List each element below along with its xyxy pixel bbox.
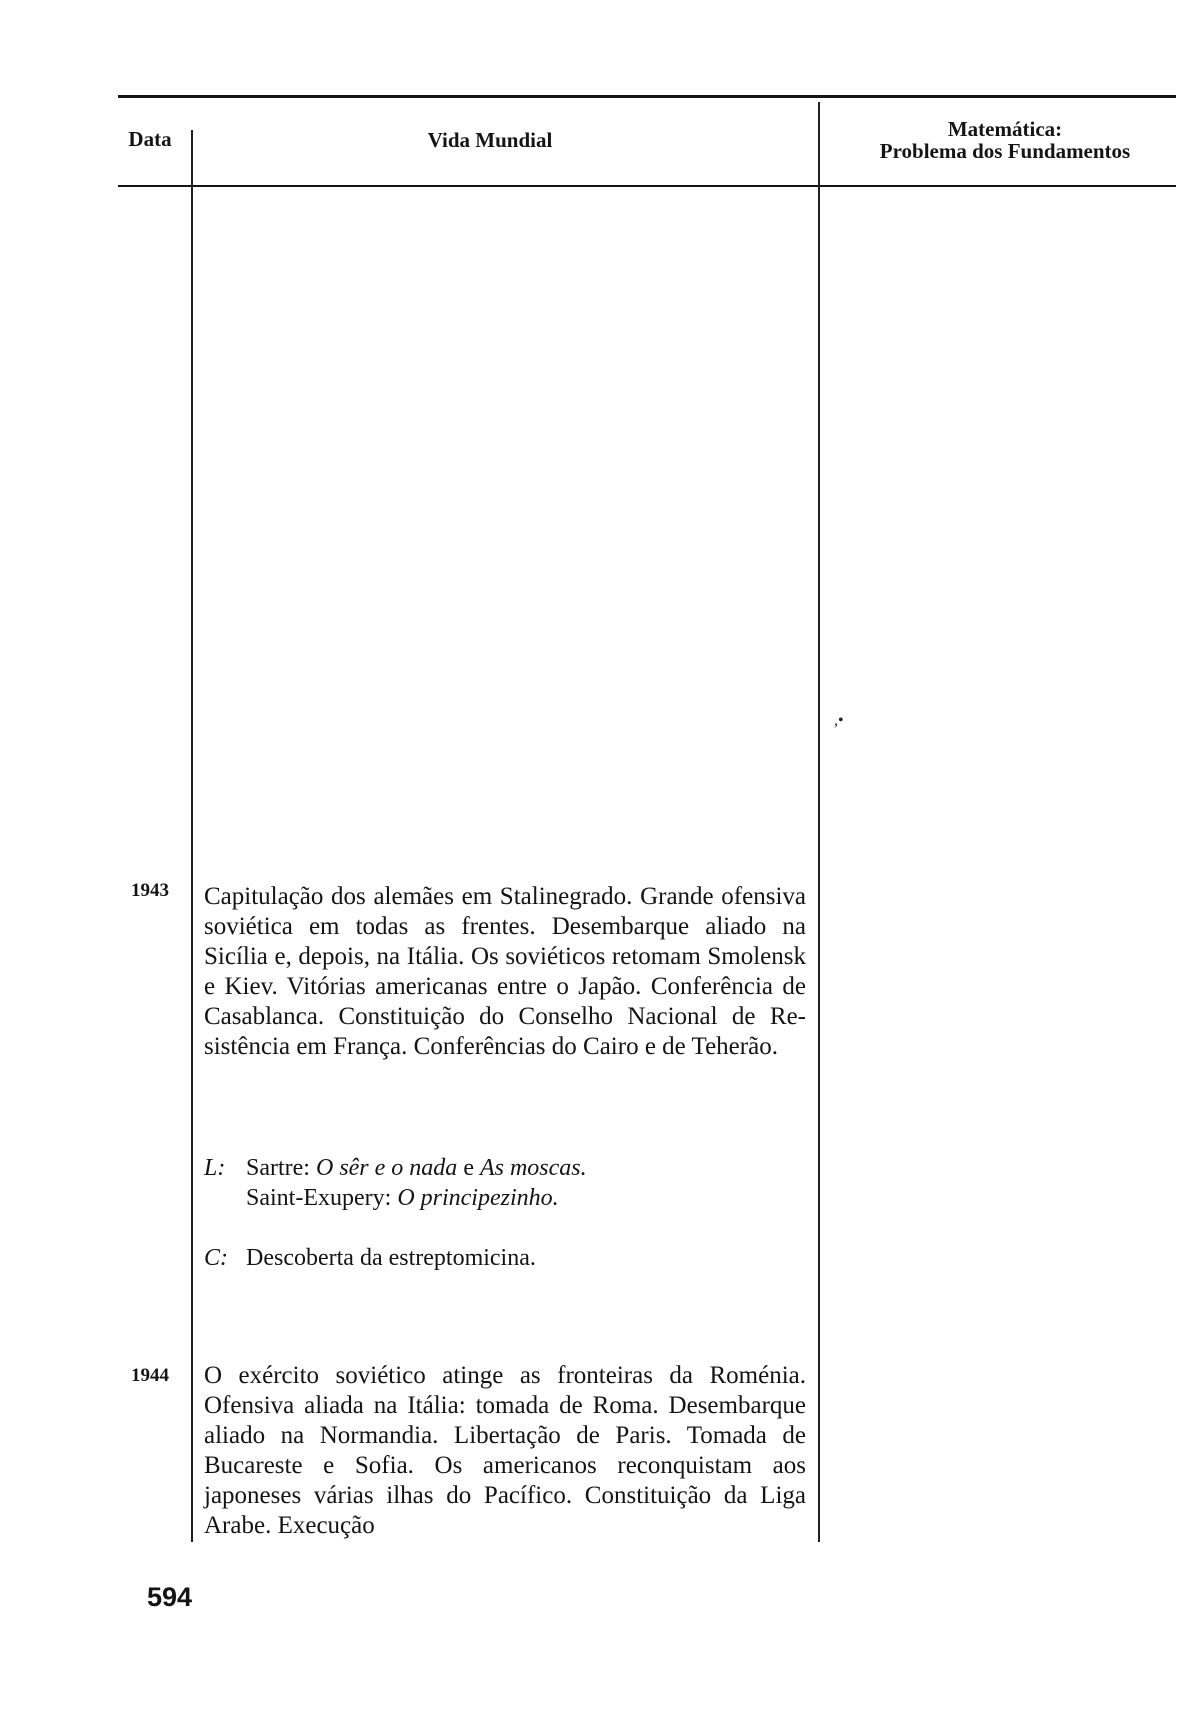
note-literature: [204, 1153, 806, 1213]
year-1944: 1944: [131, 1365, 169, 1386]
top-rule: [118, 95, 1176, 98]
header-matematica-line2: Problema dos Fundamentos: [879, 139, 1131, 163]
note-literature-tag: L:: [204, 1155, 226, 1181]
entry-1944-text: O exército soviético atinge as fronteiras da Roménia. Ofensiva aliada na Itália: tomada de Roma. Desembarque aliado na Normandia. Libertação de Paris. Tomada de Bucareste e Sofia. Os americanos reconquistam aos japoneses várias ilhas do Pacífico. Constituição da Liga Arabe. Execução: [204, 1362, 806, 1539]
year-1943: 1943: [131, 880, 169, 901]
note-literature-line2: [204, 1183, 806, 1213]
note-literature-title1: O sêr e o nada: [315, 1155, 458, 1181]
note-science-tag: C:: [204, 1245, 228, 1271]
note-literature-and: e: [463, 1155, 474, 1181]
entry-1943-text: Capitulação dos alemães em Stalinegrado. Grande ofensiva soviética em todas as frentes. Desembarque aliado na Sicília e, depois, na Itália. Os soviéticos retomam Smolensk e Kiev. Vitórias americanas entre o Japão. Conferência de Casablanca. Constituição do Conselho Nacional de Resistência em França. Conferências do Cairo e de Teherão.: [204, 883, 806, 1060]
header-matematica: [840, 118, 1170, 162]
note-literature-title3: O principezinho.: [397, 1185, 559, 1211]
header-vida-mundial: Vida Mundial: [427, 128, 553, 152]
note-science: [204, 1243, 806, 1273]
note-literature-author1: Sartre:: [246, 1155, 310, 1181]
note-literature-title2: As moscas.: [479, 1155, 587, 1181]
math-column-divider: [818, 102, 820, 1542]
scan-speck: ,•: [834, 712, 844, 729]
header-matematica-line1: Matemática:: [947, 117, 1063, 141]
note-literature-author2: Saint-Exupery:: [246, 1185, 392, 1211]
header-rule: [118, 185, 1176, 187]
page-number: 594: [147, 1582, 193, 1612]
header-date: Data: [128, 127, 172, 151]
note-science-text: Descoberta da estreptomicina.: [246, 1245, 536, 1271]
date-column-divider: [191, 130, 193, 1542]
